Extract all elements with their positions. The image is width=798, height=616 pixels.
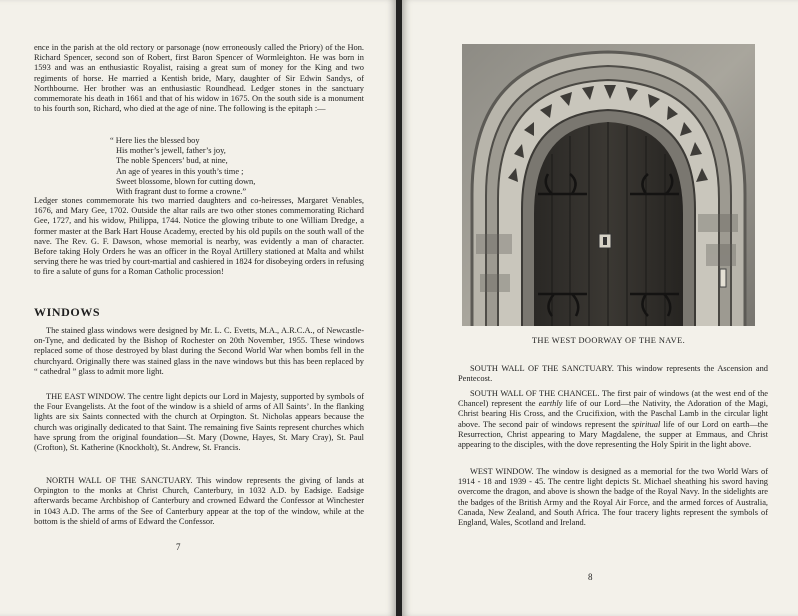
chancel-text: The first pair of windows (at the west end of the Chancel) represent the [458,389,768,409]
east-window-label: THE EAST WINDOW. [46,392,126,401]
south-sanctuary-text: This window represents the Ascension and Pentecost. [458,364,768,384]
south-chancel-label: SOUTH WALL OF THE CHANCEL. [470,389,600,398]
left-page [0,0,396,616]
paragraph-text: The stained glass windows were designed by Mr. L. C. Evetts, M.A., A.R.C.A., of Newcastle-on-Tyne, and dedicated by the Bishop of Rochester on 20th November, 1955. These windows replaced some of those destroyed by blast during the Second World War when bombs fell in the churchyard. Originally there was stained glass in the nave windows but this has been replaced by “ cathedral ” glass to admit more light. [34,326,364,376]
chancel-text: life of our Lord on earth—the Resurrection, Christ appearing to Mary Magdalene, the supper at Emmaus, and Christ appearing to the disciples, with the dove representing the Holy Spirit in the light above. [458,419,768,450]
photo-caption: THE WEST DOORWAY OF THE NAVE. [531,336,686,345]
paragraph-spencer [34,43,364,114]
east-window-text: The centre light depicts our Lord in Majesty, supported by symbols of the Four Evangelists. At the foot of the window is a shield of arms of All Saints’. In the flanking lights are six Saints connected with the church at Orpington. St. Nicholas appears because the church was originally dedicated to that Saint. The remaining five Saints represent churches which have sprung from the original foundation—St. Mary (Downe, Hayes, St. Mary Cray), St. Paul (Crofton), St. Katherine (Knockholt), St. Andrew, St. Francis. [34,392,364,453]
south-sanctuary-label: SOUTH WALL OF THE SANCTUARY. [470,364,614,373]
chancel-text: life of our Lord—the Nativity, the Adoration of the Magi, Christ bearing His Cross, and the Crucifixion, with the Paschal Lamb in the circular light above. The second pair of windows represent the [458,399,769,429]
paragraph-ledger-stones [34,196,364,278]
west-window-text: The window is designed as a memorial for the two World Wars of 1914 - 18 and 1939 - 45. The centre light depicts St. Michael sheathing his sword having overcome the dragon, and above is shown the badge of the Royal Navy. In the sidelights are the badges of the British Army and the Royal Air Force, and the armed forces of Australia, Canada, New Zealand, and South Africa. The four tracery lights represent the symbols of England, Wales, Scotland and Ireland. [458,467,768,528]
paragraph-north-wall [34,476,364,527]
paragraph-east-window [34,392,364,453]
page-number-right: 8 [588,572,593,582]
epitaph-line: Sweet blossome, blown for cutting down, [116,176,256,186]
page-number-left: 7 [176,542,181,552]
doorway-illustration [462,44,755,326]
epitaph-line: An age of yeares in this youth’s time ; [116,166,244,176]
paragraph-windows-intro [34,326,364,377]
paragraph-text: ence in the parish at the old rectory or parsonage (now erroneously called the Priory) of the Hon. Richard Spencer, second son of Robert, first Baron Spencer of Wormleighton. He was born in 1593 and was an enthusiastic Royalist, raising a great sum of money for the King and two regiments of horse. He married a Kentish bride, Mary, daughter of Sir Edwin Sandys, of Northbourne. Her brother was an enthusiastic Roundhead. Ledger stones in the sanctuary commemorate his death in 1661 and that of his widow in 1675. On the south side is a monument to his fourth son, Richard, who died at the age of nine. The following is the epitaph :— [34,43,364,114]
chancel-emphasis: spiritual [631,419,661,429]
chancel-emphasis: earthly [538,399,563,409]
north-wall-label: NORTH WALL OF THE SANCTUARY. [46,476,193,485]
epitaph-line: “ Here lies the blessed boy [110,136,200,145]
paragraph-south-sanctuary [458,364,768,384]
west-doorway-photo [462,44,755,326]
paragraph-south-chancel [458,389,768,450]
epitaph-line: His mother’s jewell, father’s joy, [116,146,226,156]
paragraph-text: Ledger stones commemorate his two married daughters and co-heiresses, Margaret Venables, 1676, and Mary Gee, 1702. Outside the altar rails are two other stones commemorating Richard Gee, 1727, and his widow, Philippa, 1744. Notice the glowing tribute to one William Dredge, a former master at the Bark Hart House Academy, erected by his old pupils on the south wall of the nave. The Rev. G. F. Dawson, whose memorial is nearby, was evidently a man of character. Before taking Holy Orders he was an officer in the Royal Artillery stationed at Malta and whilst serving there he was tried by court-martial and cashiered in 1824 for disobeying orders in refusing to fire a salute of guns for a Roman Catholic procession! [34,196,364,277]
west-window-label: WEST WINDOW. [470,467,534,476]
epitaph-line: With fragrant dust to forme a crowne.” [116,187,247,197]
epitaph-verse [110,136,255,197]
epitaph-line: The noble Spencers’ bud, at nine, [116,156,228,166]
north-wall-text: This window represents the giving of lands at Orpington to the monks at Christ Church, Canterbury, in 1032 A.D. by Eadsige. Eadsige afterwards became Archbishop of Canterbury and crowned Edward the Confessor at Winchester in 1043 A.D. The arms of the See of Canterbury appear at the top of the window, while at the bottom is the shield of arms of Edward the Confessor. [34,476,364,526]
right-page [402,0,798,616]
section-heading-windows: WINDOWS [34,305,101,319]
paragraph-west-window [458,467,768,528]
